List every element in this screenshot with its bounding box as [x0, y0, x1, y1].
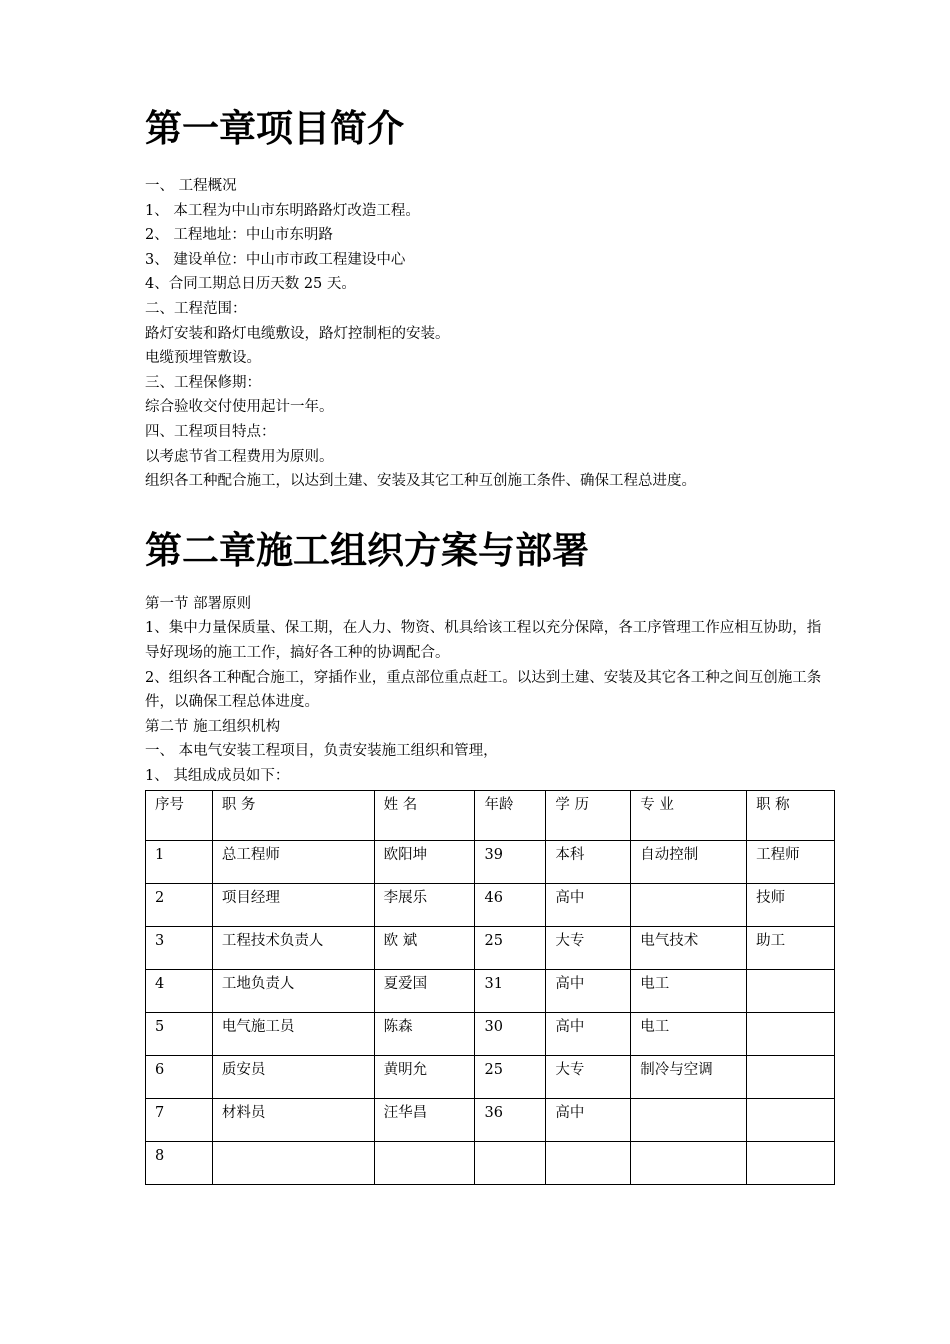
table-cell: 李展乐	[374, 884, 475, 927]
table-cell: 材料员	[212, 1099, 374, 1142]
ch2-line: 一、 本电气安装工程项目，负责安装施工组织和管理，	[145, 743, 498, 760]
table-cell: 电工	[631, 1013, 747, 1056]
table-cell: 5	[146, 1013, 213, 1056]
table-cell: 技师	[747, 884, 835, 927]
table-row	[146, 1056, 835, 1099]
table-cell: 25	[475, 927, 546, 970]
table-cell: 6	[146, 1056, 213, 1099]
table-cell: 7	[146, 1099, 213, 1142]
ch1-line: 组织各工种配合施工，以达到土建、安装及其它工种互创施工条件、确保工程总进度。	[145, 473, 696, 490]
table-cell: 黄明允	[374, 1056, 475, 1099]
table-cell: 39	[475, 841, 546, 884]
table-cell	[631, 884, 747, 927]
table-cell: 高中	[546, 884, 631, 927]
table-cell: 自动控制	[631, 841, 747, 884]
ch1-line: 综合验收交付使用起计一年。	[145, 399, 334, 416]
ch1-line: 以考虑节省工程费用为原则。	[145, 448, 334, 465]
table-cell	[747, 1056, 835, 1099]
table-cell	[546, 1142, 631, 1185]
ch1-line: 电缆预埋管敷设。	[145, 350, 261, 367]
table-cell	[374, 1142, 475, 1185]
table-cell	[631, 1099, 747, 1142]
header-cell: 序号	[146, 791, 213, 841]
table-cell: 欧 斌	[374, 927, 475, 970]
table-header-row	[146, 791, 835, 841]
table-cell	[747, 1013, 835, 1056]
table-cell	[212, 1142, 374, 1185]
table-cell: 30	[475, 1013, 546, 1056]
table-cell: 电气施工员	[212, 1013, 374, 1056]
document-page	[145, 100, 835, 1185]
table-cell: 工地负责人	[212, 970, 374, 1013]
chapter1-title: 第一章项目简介	[145, 106, 404, 150]
table-cell: 助工	[747, 927, 835, 970]
table-cell: 汪华昌	[374, 1099, 475, 1142]
table-row	[146, 927, 835, 970]
table-cell: 3	[146, 927, 213, 970]
table-cell: 欧阳坤	[374, 841, 475, 884]
section1-heading: 第一节 部署原则	[145, 595, 252, 612]
table-row	[146, 1013, 835, 1056]
table-cell: 制冷与空调	[631, 1056, 747, 1099]
chapter1-body	[145, 174, 835, 494]
table-cell: 项目经理	[212, 884, 374, 927]
ch1-line: 四、工程项目特点：	[145, 423, 276, 440]
table-cell: 高中	[546, 970, 631, 1013]
header-cell: 职 务	[212, 791, 374, 841]
ch1-line: 二、工程范围：	[145, 300, 247, 317]
table-cell: 夏爱国	[374, 970, 475, 1013]
staff-table	[145, 790, 835, 1185]
ch1-line: 2、 工程地址：中山市东明路	[145, 227, 333, 244]
ch1-line: 一、 工程概况	[145, 178, 237, 194]
header-cell: 年龄	[475, 791, 546, 841]
table-cell: 高中	[546, 1013, 631, 1056]
table-cell: 总工程师	[212, 841, 374, 884]
table-cell: 46	[475, 884, 546, 927]
table-cell: 工程师	[747, 841, 835, 884]
table-cell: 质安员	[212, 1056, 374, 1099]
chapter2-title: 第二章施工组织方案与部署	[145, 527, 589, 572]
table-cell: 2	[146, 884, 213, 927]
table-row	[146, 1099, 835, 1142]
table-cell: 大专	[546, 1056, 631, 1099]
table-cell	[631, 1142, 747, 1185]
table-cell: 31	[475, 970, 546, 1013]
table-cell: 电气技术	[631, 927, 747, 970]
table-cell: 8	[146, 1142, 213, 1185]
header-cell: 姓 名	[374, 791, 475, 841]
table-cell: 陈森	[374, 1013, 475, 1056]
ch2-line: 1、 其组成成员如下：	[145, 767, 290, 784]
table-cell: 高中	[546, 1099, 631, 1142]
table-row	[146, 1142, 835, 1185]
header-cell: 学 历	[546, 791, 631, 841]
ch2-paragraph-2: 2、组织各工种配合施工，穿插作业，重点部位重点赶工。以达到土建、安装及其它各工种之间互创施工条件，以确保工程总体进度。	[145, 669, 822, 711]
header-cell: 职 称	[747, 791, 835, 841]
table-cell	[747, 970, 835, 1013]
ch1-line: 3、 建设单位：中山市市政工程建设中心	[145, 251, 406, 268]
table-cell: 本科	[546, 841, 631, 884]
table-cell: 电工	[631, 970, 747, 1013]
ch1-line: 1、 本工程为中山市东明路路灯改造工程。	[145, 202, 420, 219]
table-row	[146, 970, 835, 1013]
table-row	[146, 884, 835, 927]
ch1-line: 三、工程保修期：	[145, 374, 261, 391]
ch1-line: 路灯安装和路灯电缆敷设，路灯控制柜的安装。	[145, 325, 450, 342]
table-cell: 25	[475, 1056, 546, 1099]
table-cell: 1	[146, 841, 213, 884]
table-cell: 工程技术负责人	[212, 927, 374, 970]
table-cell	[475, 1142, 546, 1185]
table-cell: 4	[146, 970, 213, 1013]
table-cell: 36	[475, 1099, 546, 1142]
section2-heading: 第二节 施工组织机构	[145, 718, 281, 735]
table-row	[146, 841, 835, 884]
ch2-paragraph-1: 1、集中力量保质量、保工期，在人力、物资、机具给该工程以充分保障，各工序管理工作应相互协助，指导好现场的施工工作，搞好各工种的协调配合。	[145, 620, 822, 661]
table-cell: 大专	[546, 927, 631, 970]
ch1-line: 4、合同工期总日历天数 25 天。	[145, 276, 356, 293]
header-cell: 专 业	[631, 791, 747, 841]
table-cell	[747, 1099, 835, 1142]
table-cell	[747, 1142, 835, 1185]
chapter2-body	[145, 592, 835, 789]
